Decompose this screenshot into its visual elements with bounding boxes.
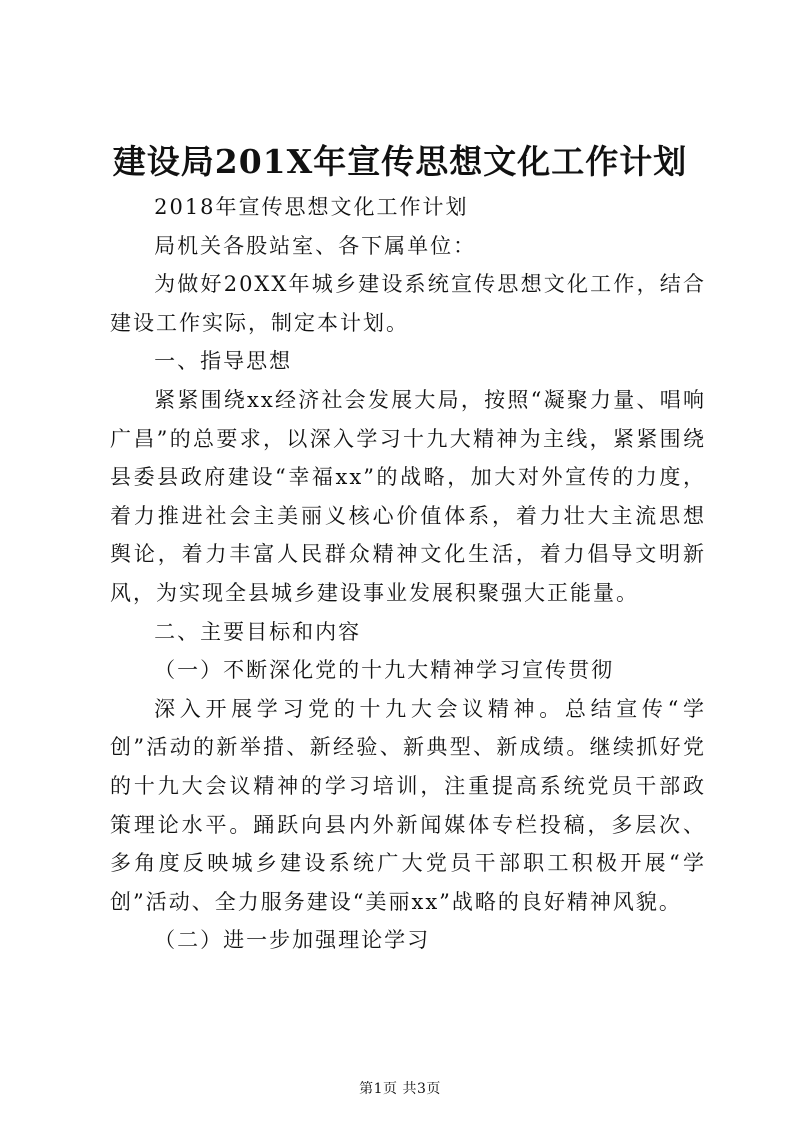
subsection-heading-2: （二）进一步加强理论学习 [154, 928, 431, 953]
intro-paragraph: 为做好20XX年城乡建设系统宣传思想文化工作，结合建设工作实际，制定本计划。 [110, 272, 706, 335]
subtitle-paragraph: 2018年宣传思想文化工作计划 [154, 195, 469, 219]
section-heading-goals: 二、主要目标和内容 [154, 619, 362, 644]
guiding-thought-paragraph: 紧紧围绕xx经济社会发展大局，按照“凝聚力量、唱响广昌”的总要求，以深入学习十九大精神为主线，紧紧围绕县委县政府建设“幸福xx”的战略，加大对外宣传的力度，着力推进社会主美丽义核心价值体系，着力壮大主流思想舆论，着力丰富人民群众精神文化生活，着力倡导文明新风，为实现全县城乡建设事业发展积聚强大正能量。 [110, 387, 706, 605]
document-body [110, 188, 706, 960]
page-number-footer: 第1页 共3页 [359, 1081, 441, 1097]
subsection-heading-1: （一）不断深化党的十九大精神学习宣传贯彻 [154, 658, 615, 683]
subsection-1-paragraph: 深入开展学习党的十九大会议精神。总结宣传“学创”活动的新举措、新经验、新典型、新成绩。继续抓好党的十九大会议精神的学习培训，注重提高系统党员干部政策理论水平。踊跃向县内外新闻媒体专栏投稿，多层次、多角度反映城乡建设系统广大党员干部职工积极开展“学创”活动、全力服务建设“美丽xx”战略的良好精神风貌。 [110, 696, 706, 914]
salutation-paragraph: 局机关各股站室、各下属单位： [154, 233, 477, 258]
section-heading-guiding-thought: 一、指导思想 [154, 349, 293, 374]
document-title: 建设局201X年宣传思想文化工作计划 [112, 142, 688, 181]
